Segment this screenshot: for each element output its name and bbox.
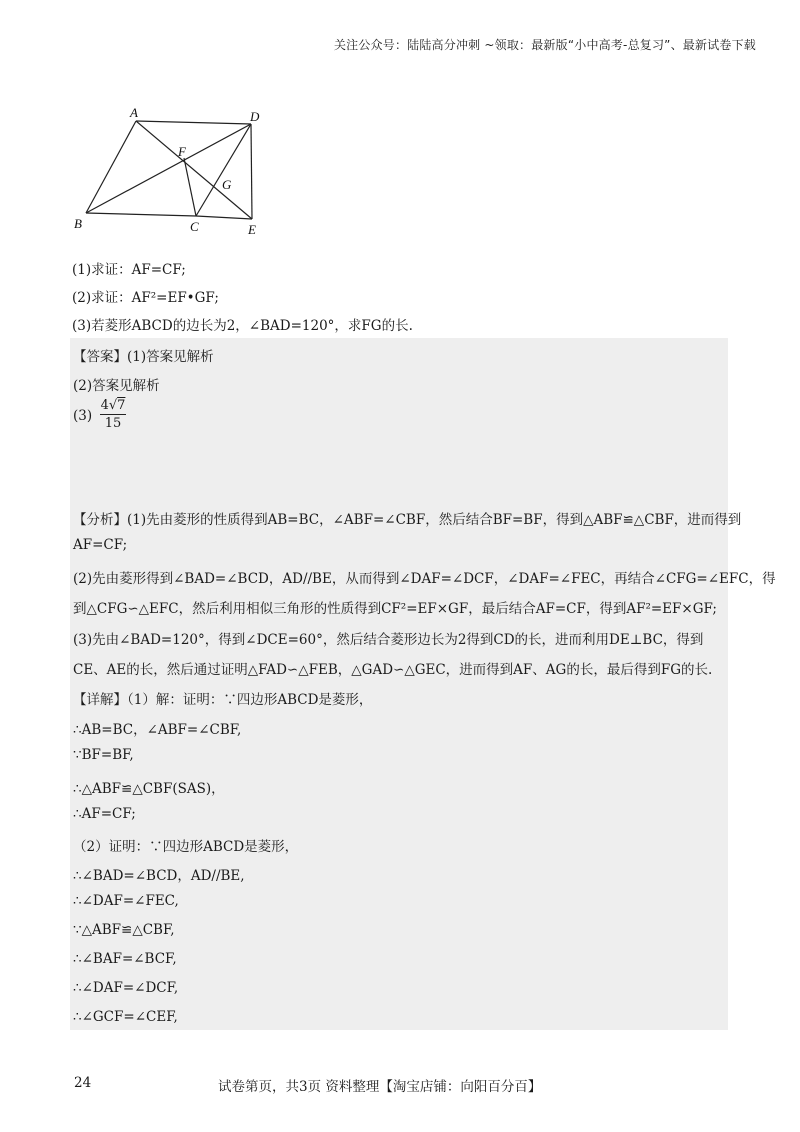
label-E: E	[248, 222, 256, 237]
detail-line: （2）证明：∵四边形ABCD是菱形，	[73, 839, 299, 855]
detail-line: 【详解】（1）解：证明：∵四边形ABCD是菱形，	[73, 692, 373, 708]
detail-line: ∵BF=BF,	[73, 747, 134, 763]
analysis-line: 【分析】(1)先由菱形的性质得到AB=BC，∠ABF=∠CBF，然后结合BF=BF，得到△ABF≌△CBF，进而得到	[73, 512, 742, 528]
detail-line: ∴∠GCF=∠CEF,	[73, 1009, 178, 1025]
label-F: F	[178, 144, 186, 159]
analysis-line: AF=CF;	[73, 537, 128, 553]
geometry-figure	[70, 100, 270, 245]
label-B: B	[74, 216, 82, 231]
detail-line: ∵△ABF≌△CBF,	[73, 922, 175, 938]
page-number: 24	[74, 1075, 92, 1091]
question-3: (3)若菱形ABCD的边长为2，∠BAD=120°，求FG的长.	[72, 318, 413, 334]
detail-line: ∴AB=BC，∠ABF=∠CBF,	[73, 722, 242, 738]
answer-line-2: (2)答案见解析	[73, 378, 160, 394]
rhombus-diagram	[70, 100, 270, 245]
page-footer: 试卷第页，共3页 资料整理【淘宝店铺：向阳百分百】	[218, 1079, 542, 1095]
detail-line: ∴∠BAF=∠BCF,	[73, 951, 177, 967]
detail-line: ∴∠DAF=∠FEC,	[73, 893, 179, 909]
label-A: A	[130, 105, 138, 120]
label-D: D	[250, 109, 260, 124]
analysis-line: (2)先由菱形得到∠BAD=∠BCD，AD//BE，从而得到∠DAF=∠DCF，∠DAF=∠FEC，再结合∠CFG=∠EFC，得	[73, 571, 776, 587]
page-header: 关注公众号：陆陆高分冲刺 ~领取：最新版“小中高考-总复习”、最新试卷下载	[333, 38, 756, 52]
detail-line: ∴∠DAF=∠DCF,	[73, 980, 179, 996]
label-G: G	[222, 177, 232, 192]
fraction-denominator: 15	[104, 416, 122, 431]
detail-line: ∴△ABF≌△CBF(SAS)，	[73, 781, 225, 797]
question-1: (1)求证：AF=CF;	[72, 262, 186, 278]
analysis-line: (3)先由∠BAD=120°，得到∠DCE=60°，然后结合菱形边长为2得到CD的长，进而利用DE⊥BC，得到	[73, 632, 704, 648]
question-2: (2)求证：AF²=EF•GF;	[72, 290, 219, 306]
fraction-numerator: 4√7	[100, 398, 126, 413]
answer-line-3-prefix: (3)	[73, 408, 93, 424]
analysis-line: CE、AE的长，然后通过证明△FAD∽△FEB，△GAD∽△GEC，进而得到AF、AG的长，最后得到FG的长.	[73, 662, 713, 678]
label-C: C	[190, 219, 199, 234]
answer-fraction	[100, 398, 126, 431]
analysis-line: 到△CFG∽△EFC，然后利用相似三角形的性质得到CF²=EF×GF，最后结合AF=CF，得到AF²=EF×GF;	[73, 601, 717, 617]
detail-line: ∴AF=CF;	[73, 806, 136, 822]
answer-line-1: 【答案】(1)答案见解析	[73, 349, 214, 365]
detail-line: ∴∠BAD=∠BCD，AD//BE,	[73, 868, 245, 884]
